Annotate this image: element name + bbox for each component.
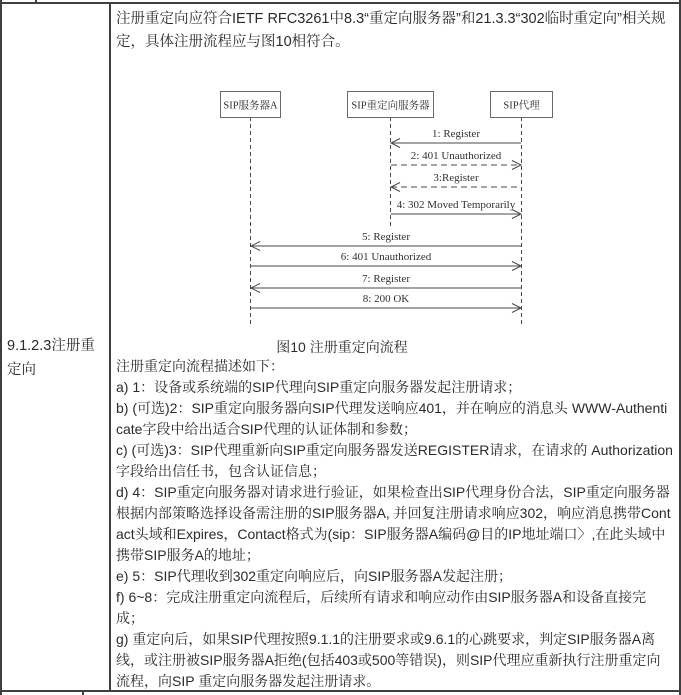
desc-item-b: b) (可选)2：SIP重定向服务器向SIP代理发送响应401，并在响应的消息头 WWW-Authenticate字段中给出适合SIP代理的认证体制和参数； (116, 400, 668, 437)
description-heading: 注册重定向流程描述如下： (116, 358, 284, 374)
desc-item-c: c) (可选)3：SIP代理重新向SIP重定向服务器发送REGISTER请求，在请求的 Authorization字段给出信任书，包含认证信息； (116, 442, 673, 479)
figure-caption: 图10 注册重定向流程 (276, 339, 408, 355)
svg-text:7: Register: 7: Register (362, 273, 410, 285)
svg-text:SIP服务器A: SIP服务器A (223, 100, 278, 112)
message-7-register (251, 273, 521, 293)
message-5-register (251, 231, 521, 251)
svg-text:1: Register: 1: Register (432, 128, 480, 140)
intro-paragraph: 注册重定向应符合IETF RFC3261中8.3“重定向服务器”和21.3.3“302临时重定向”相关规定，具体注册流程应与图10相符合。 (116, 11, 666, 50)
section-number-label: 9.1.2.3注册重定向 (7, 338, 95, 378)
message-6-401-unauthorized (251, 251, 521, 271)
message-8-200-ok (251, 293, 521, 313)
svg-text:3:Register: 3:Register (433, 172, 479, 184)
svg-text:2: 401 Unauthorized: 2: 401 Unauthorized (410, 150, 502, 162)
svg-text:SIP重定向服务器: SIP重定向服务器 (351, 100, 430, 112)
svg-text:6: 401 Unauthorized: 6: 401 Unauthorized (340, 251, 432, 263)
svg-text:SIP代理: SIP代理 (503, 100, 540, 112)
section-cell (2, 4, 109, 690)
message-3-register (391, 172, 521, 192)
svg-text:4: 302 Moved Temporarily: 4: 302 Moved Temporarily (396, 199, 516, 211)
sequence-diagram (111, 82, 679, 332)
desc-item-a: a) 1：设备或系统端的SIP代理向SIP重定向服务器发起注册请求； (116, 379, 522, 395)
actor-box-sip-server-a (221, 92, 281, 118)
message-4-302-moved-temporarily (391, 199, 521, 219)
desc-item-f: f) 6~8：完成注册重定向流程后，后续所有请求和响应动作由SIP服务器A和设备直接完成； (116, 589, 647, 626)
actor-box-redirect-server (348, 92, 434, 118)
content-cell (111, 4, 679, 690)
svg-text:8: 200 OK: 8: 200 OK (362, 293, 410, 305)
svg-text:5: Register: 5: Register (362, 231, 410, 243)
desc-item-g: g) 重定向后，如果SIP代理按照9.1.1的注册要求或9.6.1的心跳要求，判定SIP服务器A离线，或注册被SIP服务器A拒绝(包括403或500等错误)，则SIP代理应重新执行注册重定向流程，向SIP 重定向服务器发起注册请求。 (116, 631, 661, 689)
desc-item-d: d) 4：SIP重定向服务器对请求进行验证，如果检查出SIP代理身份合法，SIP重定向服务器根据内部策略选择设备需注册的SIP服务器A, 并回复注册请求响应302，响应消息携带Contact头域和Expires，Contact格式为(sip：SIP服务器A编码@目的IP地址端口〉,在此头域中携带SIP服务A的地址； (116, 484, 671, 563)
table-border-bottom (0, 690, 681, 692)
actor-box-sip-proxy (491, 92, 553, 118)
message-1-register (391, 128, 521, 148)
flow-description (116, 356, 673, 690)
desc-item-e: e) 5：SIP代理收到302重定向响应后，向SIP服务器A发起注册； (116, 568, 512, 584)
previous-row-divider-fragment (35, 0, 37, 2)
message-2-401-unauthorized (391, 150, 521, 170)
